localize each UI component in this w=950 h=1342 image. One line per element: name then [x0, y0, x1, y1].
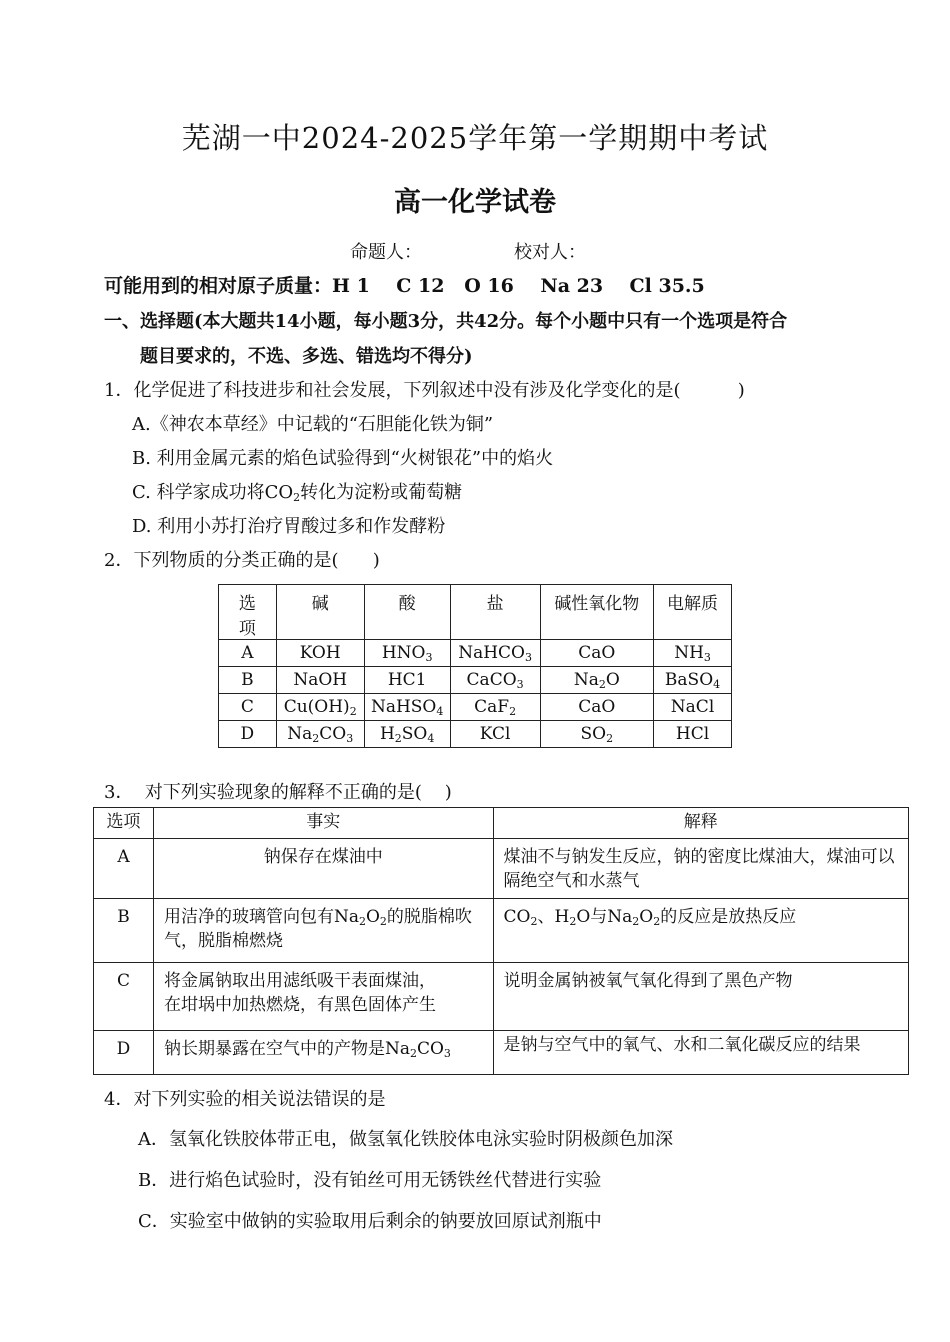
q2-table	[218, 584, 732, 748]
q3-header-row	[94, 808, 909, 839]
q3-header-explanation: 解释	[493, 808, 908, 839]
q3-header-fact: 事实	[153, 808, 493, 839]
table-row: C $Cu(OH)_2$ NaHSO$_4$ CaF$_2$ CaO NaCl	[219, 694, 732, 721]
q2-header-salt: 盐	[450, 585, 540, 640]
table-row: A KOH $HNO_3$ NaHCO$_3$ CaO $NH_3$	[219, 640, 732, 667]
q4-option-a: A．氢氧化铁胶体带正电，做氢氧化铁胶体电泳实验时阴极颜色加深	[138, 1129, 673, 1150]
q2-header-oxide: 碱性氧化物	[540, 585, 654, 640]
q4-stem: 4．对下列实验的相关说法错误的是	[104, 1089, 386, 1110]
q3-table	[93, 807, 909, 1075]
table-row: B NaOH HC1 CaCO$_3$ $Na_2O$ BaSO$_4$	[219, 667, 732, 694]
q4-option-b: B．进行焰色试验时，没有铂丝可用无锈铁丝代替进行实验	[138, 1170, 602, 1191]
table-row: D 钠长期暴露在空气中的产物是$Na_2CO_3$ 是钠与空气中的氧气、水和二氧化碳反应的结果	[94, 1031, 909, 1075]
table-row: C 将金属钠取出用滤纸吸干表面煤油， 在坩埚中加热燃烧，有黑色固体产生 说明金属钠被氧气氧化得到了黑色产物	[94, 963, 909, 1031]
q2-stem: 2．下列物质的分类正确的是( )	[104, 550, 380, 571]
q2-header-acid: 酸	[364, 585, 450, 640]
q2-header-row	[219, 585, 732, 640]
q1-option-c: C. 科学家成功将$CO_2$转化为淀粉或葡萄糖	[132, 482, 463, 504]
q3-stem: 3． 对下列实验现象的解释不正确的是( )	[104, 782, 452, 803]
table-row: A 钠保存在煤油中 煤油不与钠发生反应，钠的密度比煤油大，煤油可以隔绝空气和水蒸气	[94, 839, 909, 899]
exam-subtitle: 高一化学试卷	[394, 187, 556, 218]
q2-header-electrolyte: 电解质	[654, 585, 732, 640]
table-row: D $Na_2CO_3$ $H_2SO_4$ KCl $SO_2$ HCl	[219, 721, 732, 748]
section1-heading-line1: 一、选择题(本大题共14小题，每小题3分，共42分。每个小题中只有一个选项是符合	[104, 311, 788, 332]
checker-label: 校对人：	[514, 242, 586, 263]
q1-option-b: B. 利用金属元素的焰色试验得到“火树银花”中的焰火	[132, 448, 554, 469]
q2-header-option: 选 项	[219, 585, 277, 640]
atomic-masses: 可能用到的相对原子质量：H 1 C 12 O 16 Na 23 Cl 35.5	[104, 275, 705, 297]
table-row: B 用洁净的玻璃管向包有$Na_2O_2$的脱脂棉吹气，脱脂棉燃烧 $CO_2$、$H_2O$与$Na_2O_2$的反应是放热反应	[94, 899, 909, 963]
setter-label: 命题人：	[350, 242, 422, 263]
section1-heading-line2: 题目要求的，不选、多选、错选均不得分)	[140, 346, 473, 367]
exam-title: 芜湖一中2024-2025学年第一学期期中考试	[181, 121, 769, 155]
q4-option-c: C．实验室中做钠的实验取用后剩余的钠要放回原试剂瓶中	[138, 1211, 602, 1232]
q1-option-a: A.《神农本草经》中记载的“石胆能化铁为铜”	[132, 414, 494, 435]
q2-header-base: 碱	[276, 585, 364, 640]
q3-header-option: 选项	[94, 808, 154, 839]
q1-stem: 1．化学促进了科技进步和社会发展，下列叙述中没有涉及化学变化的是( )	[104, 380, 745, 401]
q1-option-d: D. 利用小苏打治疗胃酸过多和作发酵粉	[132, 516, 446, 537]
